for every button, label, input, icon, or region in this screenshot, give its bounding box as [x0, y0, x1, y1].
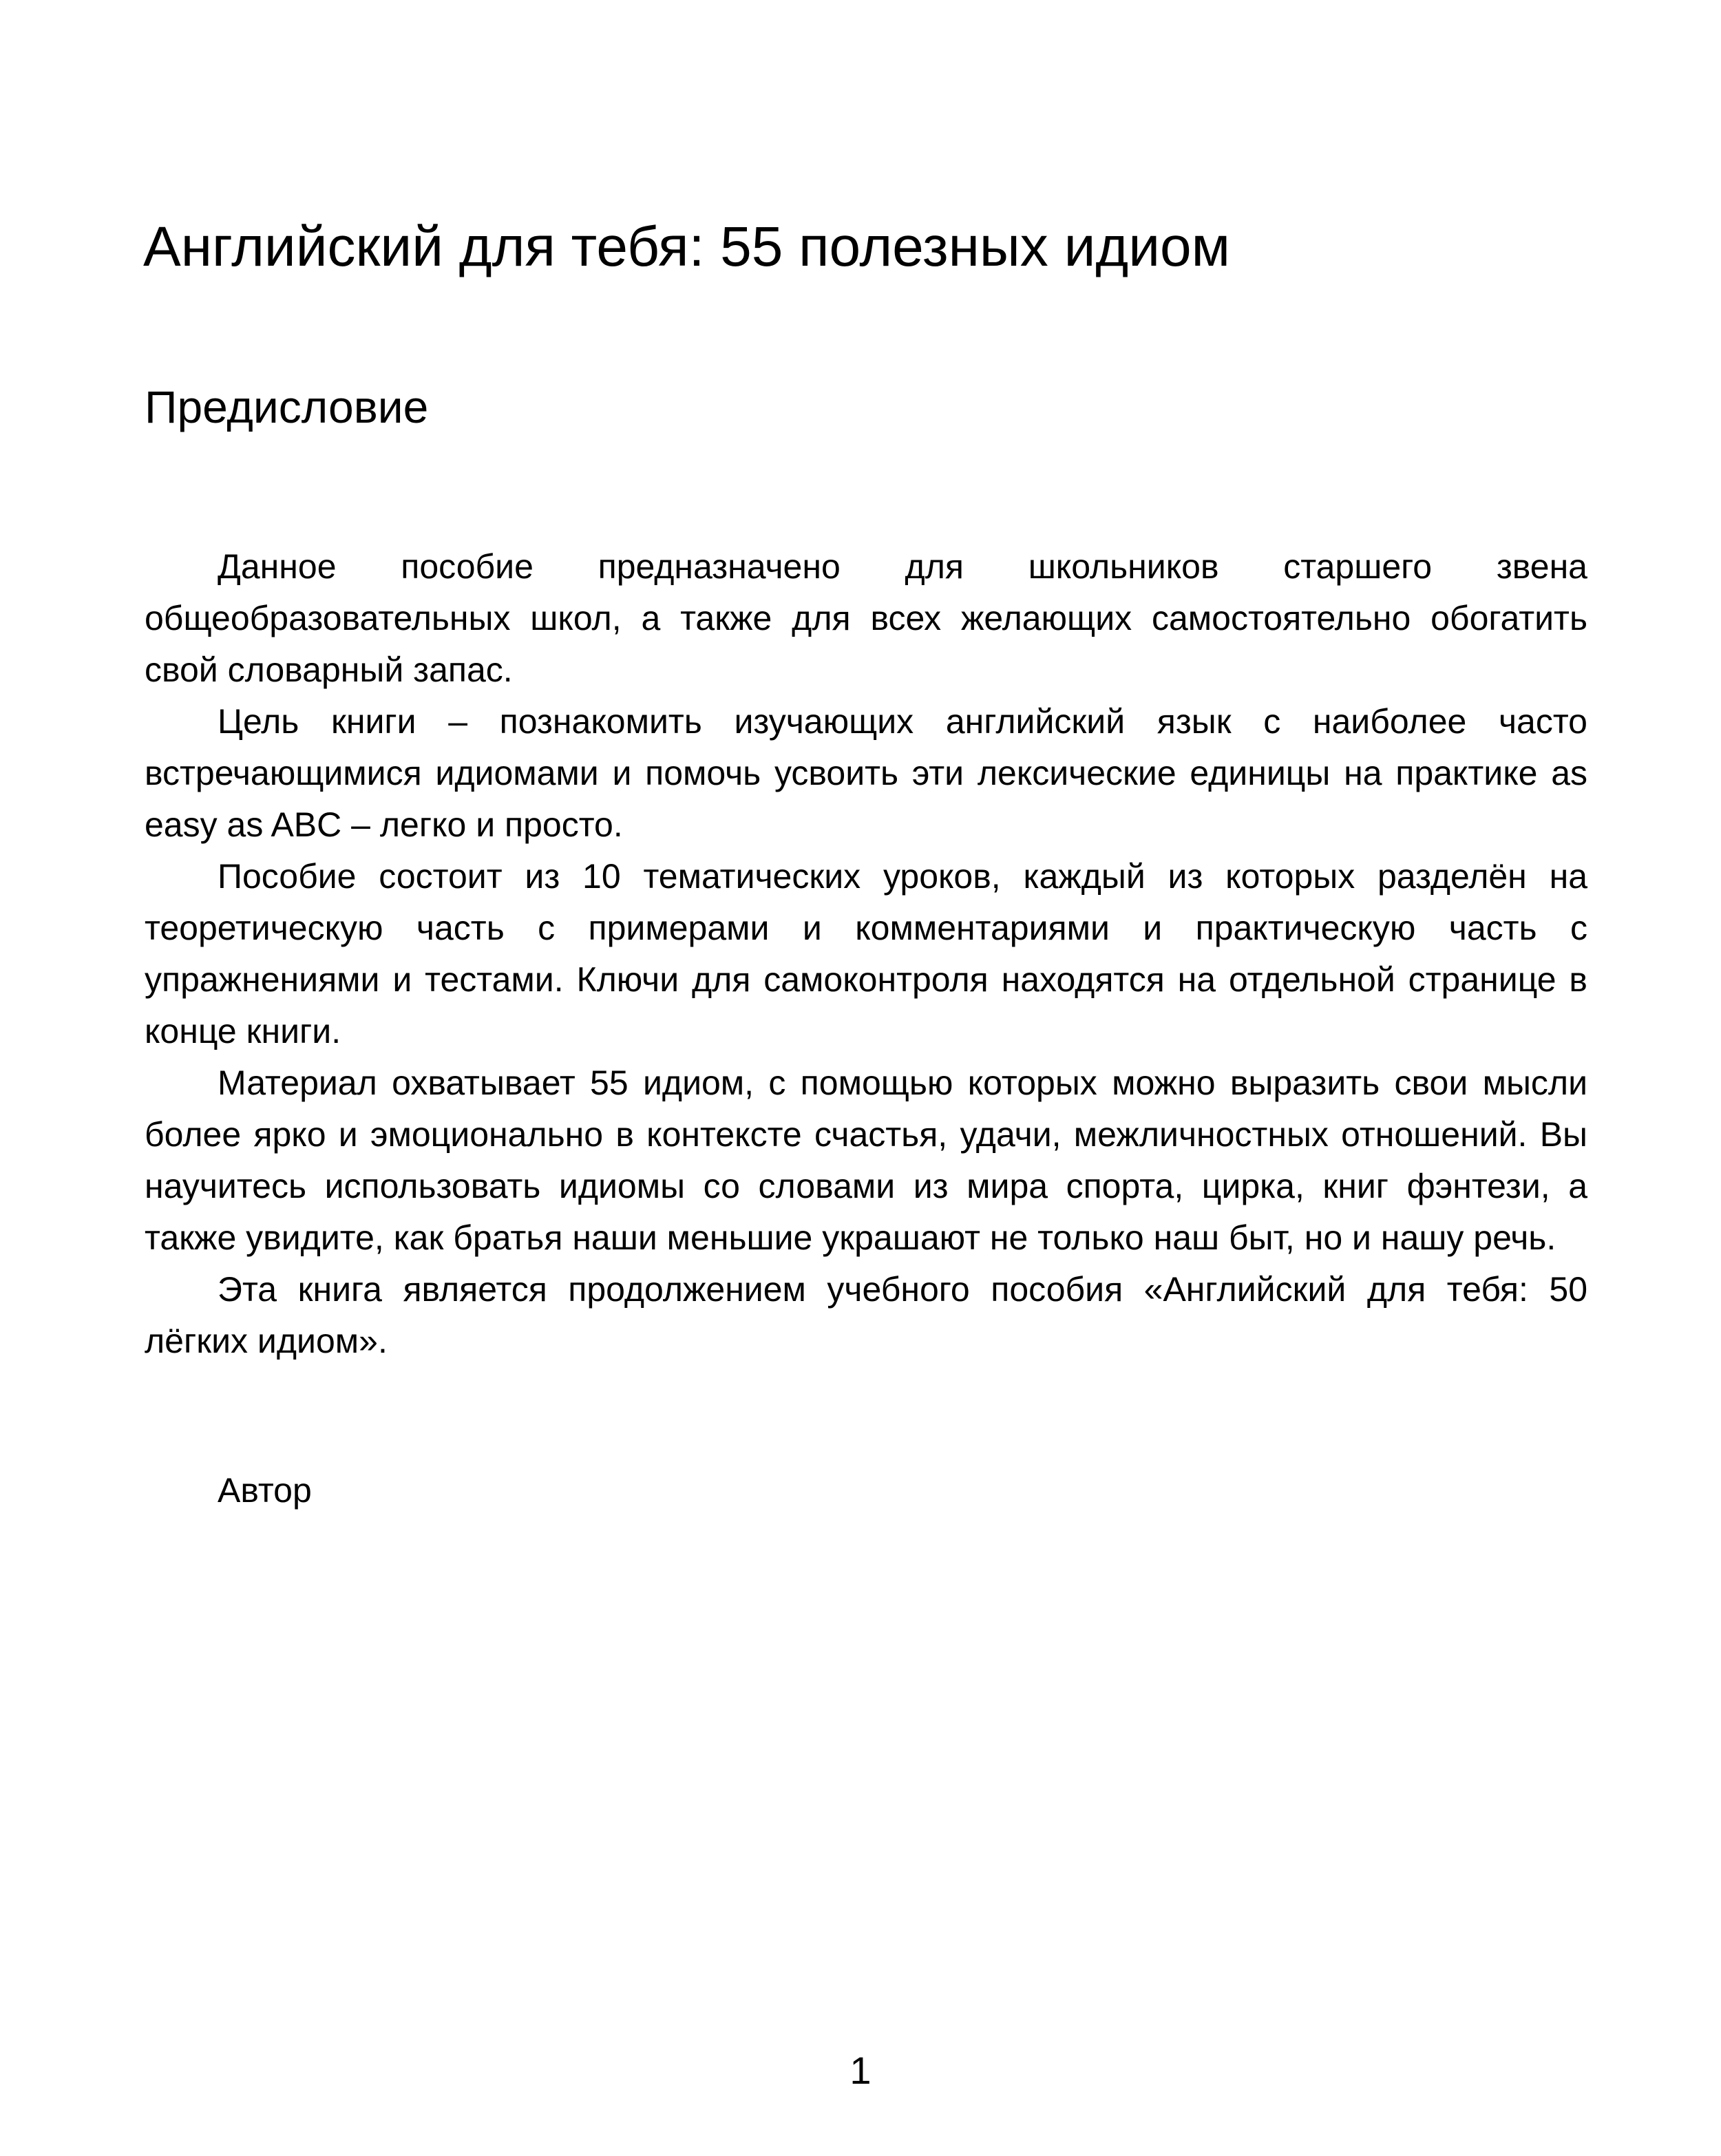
preface-body — [145, 541, 1587, 1367]
paragraph: Цель книги – познакомить изучающих английский язык с наиболее часто встречающимися идиомами и помочь усвоить эти лексические единицы на практике as easy as ABC – легко и просто. — [145, 702, 1587, 844]
page-number: 1 — [849, 2049, 872, 2092]
author-signature: Автор — [218, 1471, 312, 1510]
paragraph: Материал охватывает 55 идиом, с помощью которых можно выразить свои мысли более ярко и эмоционально в контексте счастья, удачи, межличностных отношений. Вы научитесь использовать идиомы со словами из мира спорта, цирка, книг фэнтези, а также увидите, как братья наши меньшие украшают не только наш быт, но и нашу речь. — [145, 1064, 1587, 1257]
paragraph: Эта книга является продолжением учебного пособия «Английский для тебя: 50 лёгких идиом». — [145, 1270, 1587, 1360]
section-heading: Предисловие — [145, 381, 429, 432]
paragraph: Данное пособие предназначено для школьников старшего звена общеобразовательных школ, а также для всех желающих самостоятельно обогатить свой словарный запас. — [145, 547, 1587, 689]
document-title: Английский для тебя: 55 полезных идиом — [143, 215, 1231, 278]
paragraph: Пособие состоит из 10 тематических уроков, каждый из которых разделён на теоретическую часть с примерами и комментариями и практическую часть с упражнениями и тестами. Ключи для самоконтроля находятся на отдельной странице в конце книги. — [145, 857, 1587, 1050]
